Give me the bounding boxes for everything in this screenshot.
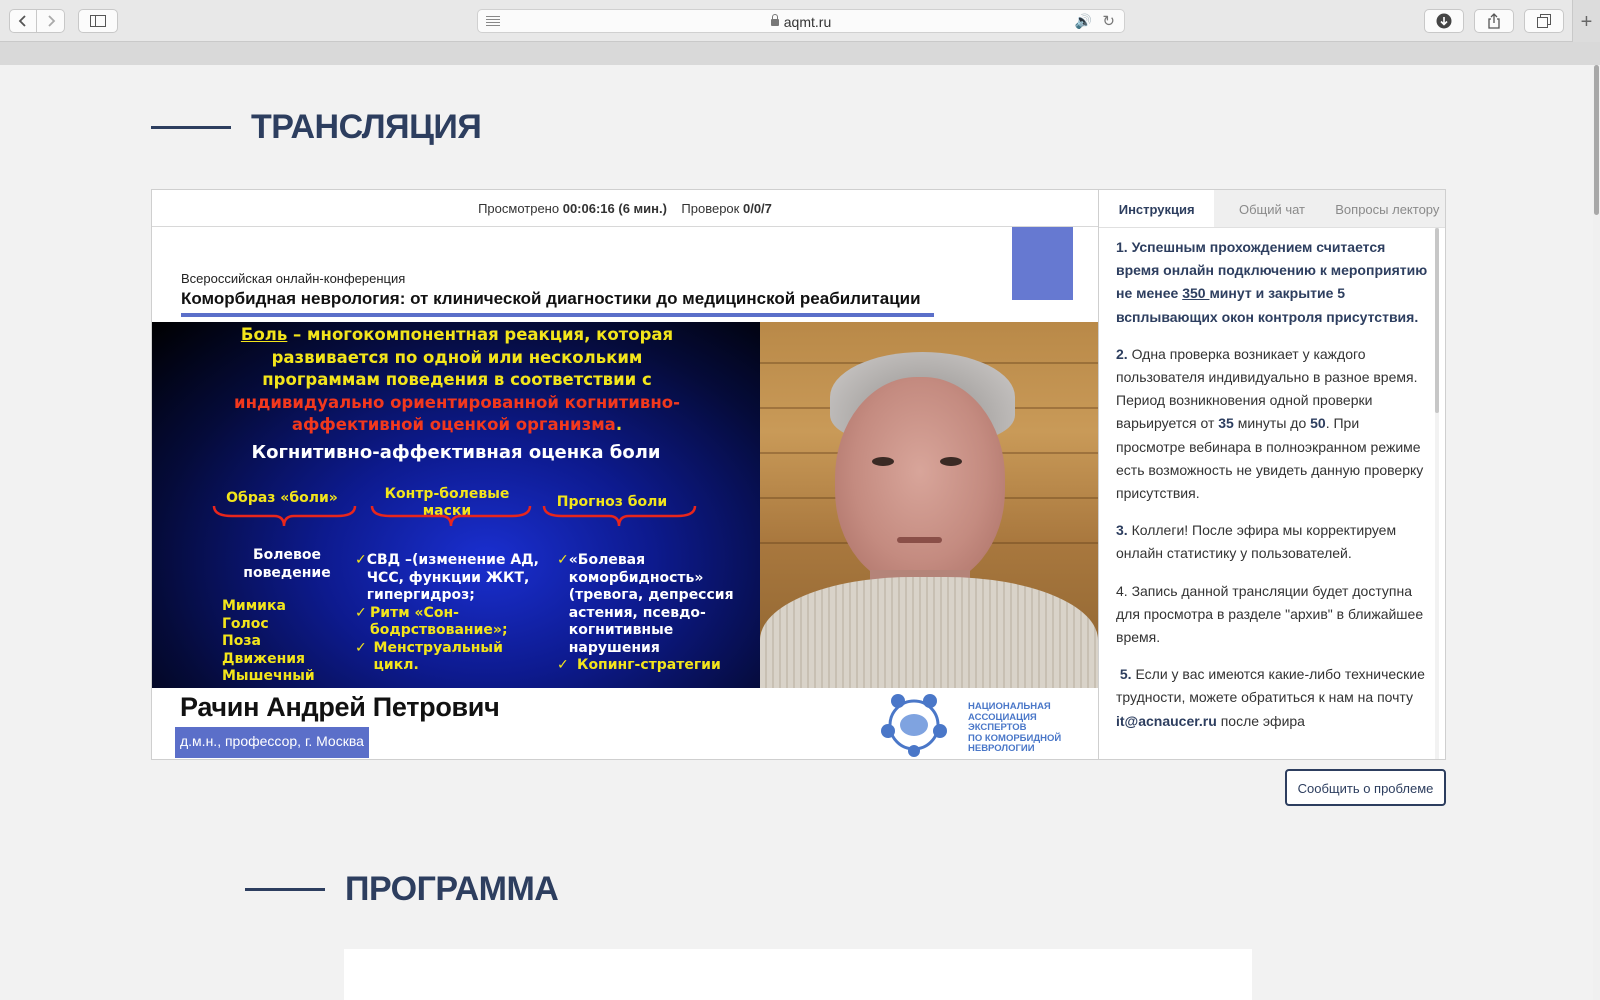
slide-intro: Боль – многокомпонентная реакция, которая развивается по одной или нескольким программам поведения в соответствии с индивидуально ориентированной когнитивно-аффективной оценкой организма. (234, 325, 680, 434)
tab-lecturer-questions[interactable]: Вопросы лектору (1330, 190, 1445, 227)
association-line: ЭКСПЕРТОВ (968, 722, 1027, 733)
brace-1 (212, 504, 357, 528)
conference-title: Коморбидная неврология: от клинической диагностики до медицинской реабилитации (181, 289, 921, 308)
watched-value: 00:06:16 (6 мин.) (562, 201, 667, 216)
speaker-name: Рачин Андрей Петрович (180, 692, 500, 722)
instruction-text: после эфира (1216, 712, 1305, 729)
instruction-text: минут и закрытие 5 всплывающих окон контроля присутствия. (1116, 285, 1419, 325)
slide-column-3 (557, 552, 747, 675)
lock-icon (771, 19, 779, 26)
address-bar[interactable] (477, 9, 1125, 33)
broadcast-title: ТРАНСЛЯЦИЯ (251, 108, 482, 146)
checks-label: Проверок (681, 201, 740, 216)
instruction-text: Коллеги! После эфира мы корректируем онлайн статистику у пользователей. (1116, 522, 1397, 562)
section-divider (245, 888, 325, 891)
instruction-item-2 (1116, 343, 1428, 505)
report-problem-button[interactable]: Сообщить о проблеме (1285, 769, 1446, 806)
slide-category-2: Контр-болевые маски (384, 486, 510, 519)
decor-square (1012, 227, 1073, 300)
instruction-item-3 (1116, 519, 1428, 565)
watched-label: Просмотрено (478, 201, 560, 216)
check-icon: ✓ (557, 657, 569, 673)
slide-col3-item: Копинг-стратегии (577, 657, 721, 673)
program-title: ПРОГРАММА (345, 870, 559, 908)
sidebar-scrollbar[interactable] (1435, 228, 1439, 759)
tab-instruction[interactable]: Инструкция (1099, 190, 1214, 227)
forward-icon (46, 14, 56, 28)
back-button[interactable] (9, 9, 37, 33)
info-sidebar (1099, 189, 1446, 760)
slide-heading: Когнитивно-аффективная оценка боли (251, 442, 661, 463)
association-line: НАЦИОНАЛЬНАЯ (968, 701, 1051, 712)
reload-icon[interactable]: ↻ (1102, 13, 1115, 30)
forward-button[interactable] (37, 9, 65, 33)
page-scrollbar[interactable] (1593, 65, 1600, 1000)
broadcast-section-header (151, 108, 481, 147)
check-icon: ✓ (355, 639, 367, 656)
association-logo-icon (880, 693, 948, 757)
back-icon (18, 14, 28, 28)
download-button[interactable] (1424, 9, 1464, 33)
slide-col3-item: «Болевая коморбидность» (тревога, депрессия астения, псевдо-когнитивные нарушения (568, 552, 734, 656)
instruction-text: 1. Успешным прохождением считается время онлайн подключению к мероприятию не менее (1116, 239, 1428, 302)
min-minutes-value: 350 (1182, 285, 1210, 302)
video-player (151, 189, 1099, 760)
sidebar-icon (90, 15, 106, 27)
presentation-slide (152, 322, 760, 688)
sidebar-tabs (1099, 190, 1445, 228)
program-section-header (245, 870, 558, 909)
title-underline (181, 313, 934, 317)
instruction-text: . При просмотре вебинара в полноэкранном режиме есть возможность не увидеть данную проверку присутствия. (1116, 415, 1424, 502)
check-icon: ✓ (355, 604, 367, 621)
slide-column-1 (222, 547, 352, 686)
tabs-overview-button[interactable] (1524, 9, 1564, 33)
speaker-webcam (760, 322, 1098, 688)
slide-col1-item: Голос (222, 615, 269, 632)
check-icon: ✓ (355, 552, 367, 568)
slide-category-3: Прогноз боли (556, 494, 668, 510)
speaker-icon[interactable]: 🔊 (1074, 13, 1092, 29)
support-email-link[interactable]: it@acnaucer.ru (1116, 712, 1217, 729)
slide-col2-item: Ритм «Сон-бодрствование»; (370, 604, 508, 638)
speaker-shirt (760, 577, 1098, 688)
slide-column-2 (355, 552, 540, 675)
share-icon (1487, 13, 1501, 29)
slide-col2-item: СВД –(изменение АД, ЧСС, функции ЖКТ, гипергидроз; (366, 552, 539, 603)
watch-stats (152, 190, 1098, 227)
instruction-number: 5. (1119, 666, 1132, 683)
favorites-bar (0, 42, 1600, 65)
instruction-content (1116, 236, 1428, 747)
checks-value: 0/0/7 (742, 201, 772, 216)
interval-max-value: 50 (1310, 415, 1326, 432)
section-divider (151, 126, 231, 129)
slide-intro-rest: – многокомпонентная реакция, которая развивается по одной или нескольким программам поведения в соответствии с (262, 325, 674, 389)
sidebar-toggle-button[interactable] (78, 9, 118, 33)
interval-min-value: 35 (1218, 415, 1234, 432)
instruction-item-5 (1116, 663, 1428, 733)
instruction-text: Одна проверка возникает у каждого пользователя индивидуально в разное время. Период возникновения одной проверки варьируется от (1116, 345, 1418, 432)
slide-intro-red: индивидуально ориентированной когнитивно-аффективной оценкой организма (234, 392, 680, 434)
tab-general-chat[interactable]: Общий чат (1214, 190, 1329, 227)
instruction-item-4: 4. Запись данной трансляции будет доступна для просмотра в разделе "архив" в ближайшее время. (1116, 582, 1424, 646)
conference-subtitle: Всероссийская онлайн-конференция (181, 271, 406, 286)
instruction-text: Если у вас имеются какие-либо технические трудности, можете обратиться к нам на почту (1116, 666, 1425, 706)
slide-col1-title: Болевое поведение (243, 547, 331, 581)
association-line: АССОЦИАЦИЯ (968, 711, 1037, 723)
speaker-face (835, 377, 1005, 587)
check-icon: ✓ (557, 552, 569, 568)
url-text: aqmt.ru (783, 14, 832, 30)
slide-col2-item: Менструальный цикл. (373, 639, 503, 673)
video-frame[interactable] (152, 227, 1098, 759)
association-text (968, 702, 1061, 755)
slide-col1-item: Поза (222, 633, 261, 649)
share-button[interactable] (1474, 9, 1514, 33)
download-icon (1436, 13, 1452, 29)
brace-2 (370, 504, 532, 528)
new-tab-icon[interactable]: + (1572, 0, 1600, 42)
instruction-item-1 (1116, 236, 1428, 329)
association-line: ПО КОМОРБИДНОЙ (968, 732, 1062, 744)
instruction-number: 3. (1116, 522, 1128, 539)
instruction-text: минуты до (1233, 415, 1311, 432)
slide-intro-word: Боль (240, 325, 288, 344)
slide-col1-item: Движения (222, 650, 306, 667)
slide-category-1: Образ «боли» (226, 490, 338, 506)
brace-3 (542, 504, 697, 528)
association-line: НЕВРОЛОГИИ (968, 743, 1035, 754)
slide-col1-item: Мимика (222, 598, 286, 614)
slide-col1-item: Мышечный (222, 668, 315, 684)
browser-toolbar (0, 0, 1600, 42)
tabs-icon (1537, 14, 1551, 28)
program-content-box (344, 949, 1252, 1000)
instruction-number: 2. (1116, 345, 1128, 362)
speaker-role: д.м.н., профессор, г. Москва (175, 727, 369, 758)
